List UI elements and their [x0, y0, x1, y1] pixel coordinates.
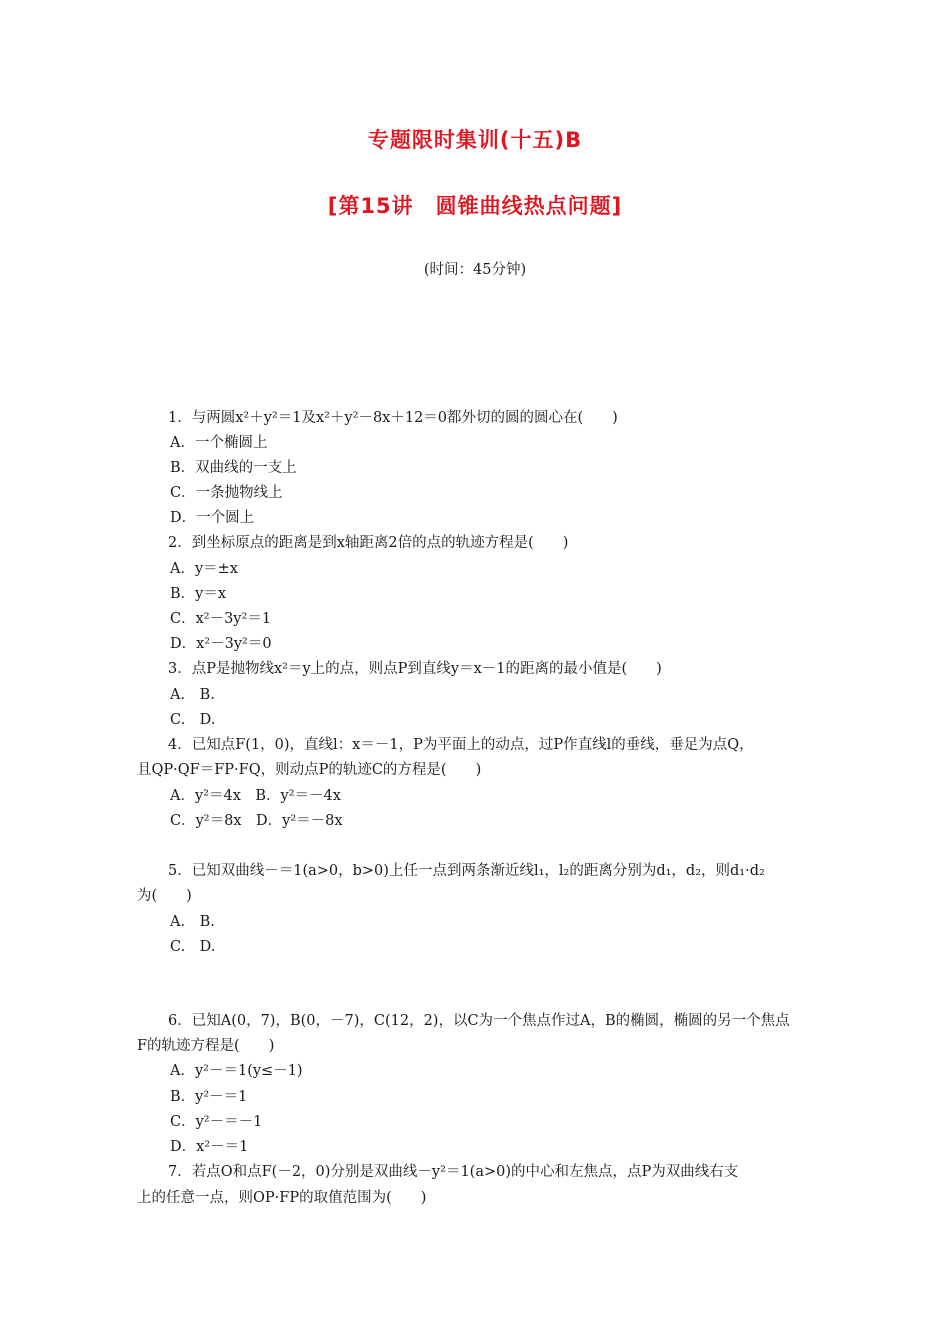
question-2-option-b: B．y＝x	[170, 586, 227, 602]
lecture-subtitle: [第15讲 圆锥曲线热点问题]	[327, 194, 623, 218]
question-6-option-b: B．y²－＝1	[170, 1089, 248, 1105]
question-1-option-d: D．一个圆上	[170, 510, 255, 526]
question-4-stem-line-2: 且QP·QF＝FP·FQ，则动点P的轨迹C的方程是( )	[137, 762, 482, 778]
question-3-stem: 3．点P是抛物线x²＝y上的点，则点P到直线y＝x－1的距离的最小值是( )	[168, 661, 662, 677]
question-7-stem-line-1: 7．若点O和点F(－2，0)分别是双曲线－y²＝1(a>0)的中心和左焦点，点P为双曲线右支	[168, 1164, 739, 1180]
question-6-option-c: C．y²－＝－1	[170, 1114, 263, 1130]
question-5-stem-line-1: 5．已知双曲线－＝1(a>0，b>0)上任一点到两条渐近线l₁，l₂的距离分别为d₁，d₂，则d₁·d₂	[168, 863, 765, 879]
question-1-option-a: A．一个椭圆上	[170, 435, 268, 451]
question-6-option-d: D．x²－＝1	[170, 1139, 249, 1155]
question-6-stem-line-2: F的轨迹方程是( )	[137, 1038, 275, 1054]
question-5-options-ab: A. B.	[170, 914, 215, 930]
question-4-options-ab: A．y²＝4x B．y²＝－4x	[170, 788, 341, 804]
question-6-option-a: A．y²－＝1(y≤－1)	[170, 1063, 303, 1079]
question-2-option-a: A．y＝±x	[170, 561, 238, 577]
question-5-stem-line-2: 为( )	[137, 888, 192, 904]
question-3-options-cd: C. D.	[170, 712, 216, 728]
question-1-stem: 1．与两圆x²＋y²＝1及x²＋y²－8x＋12＝0都外切的圆的圆心在( )	[168, 410, 618, 426]
question-7-stem-line-2: 上的任意一点，则OP·FP的取值范围为( )	[137, 1190, 427, 1206]
question-1-option-c: C．一条抛物线上	[170, 485, 283, 501]
question-4-options-cd: C．y²＝8x D．y²＝－8x	[170, 813, 343, 829]
question-2-stem: 2．到坐标原点的距离是到x轴距离2倍的点的轨迹方程是( )	[168, 535, 569, 551]
question-2-option-d: D．x²－3y²＝0	[170, 636, 272, 652]
question-4-stem-line-1: 4．已知点F(1，0)，直线l：x＝－1，P为平面上的动点，过P作直线l的垂线，垂足为点Q，	[168, 737, 754, 753]
worksheet-title: 专题限时集训(十五)B	[367, 128, 583, 152]
question-5-options-cd: C. D.	[170, 939, 216, 955]
question-2-option-c: C．x²－3y²＝1	[170, 611, 272, 627]
question-1-option-b: B．双曲线的一支上	[170, 460, 297, 476]
question-3-options-ab: A. B.	[170, 687, 215, 703]
time-limit: (时间：45分钟)	[423, 262, 527, 278]
question-6-stem-line-1: 6．已知A(0，7)，B(0，－7)，C(12，2)，以C为一个焦点作过A，B的椭圆，椭圆的另一个焦点	[168, 1013, 790, 1029]
